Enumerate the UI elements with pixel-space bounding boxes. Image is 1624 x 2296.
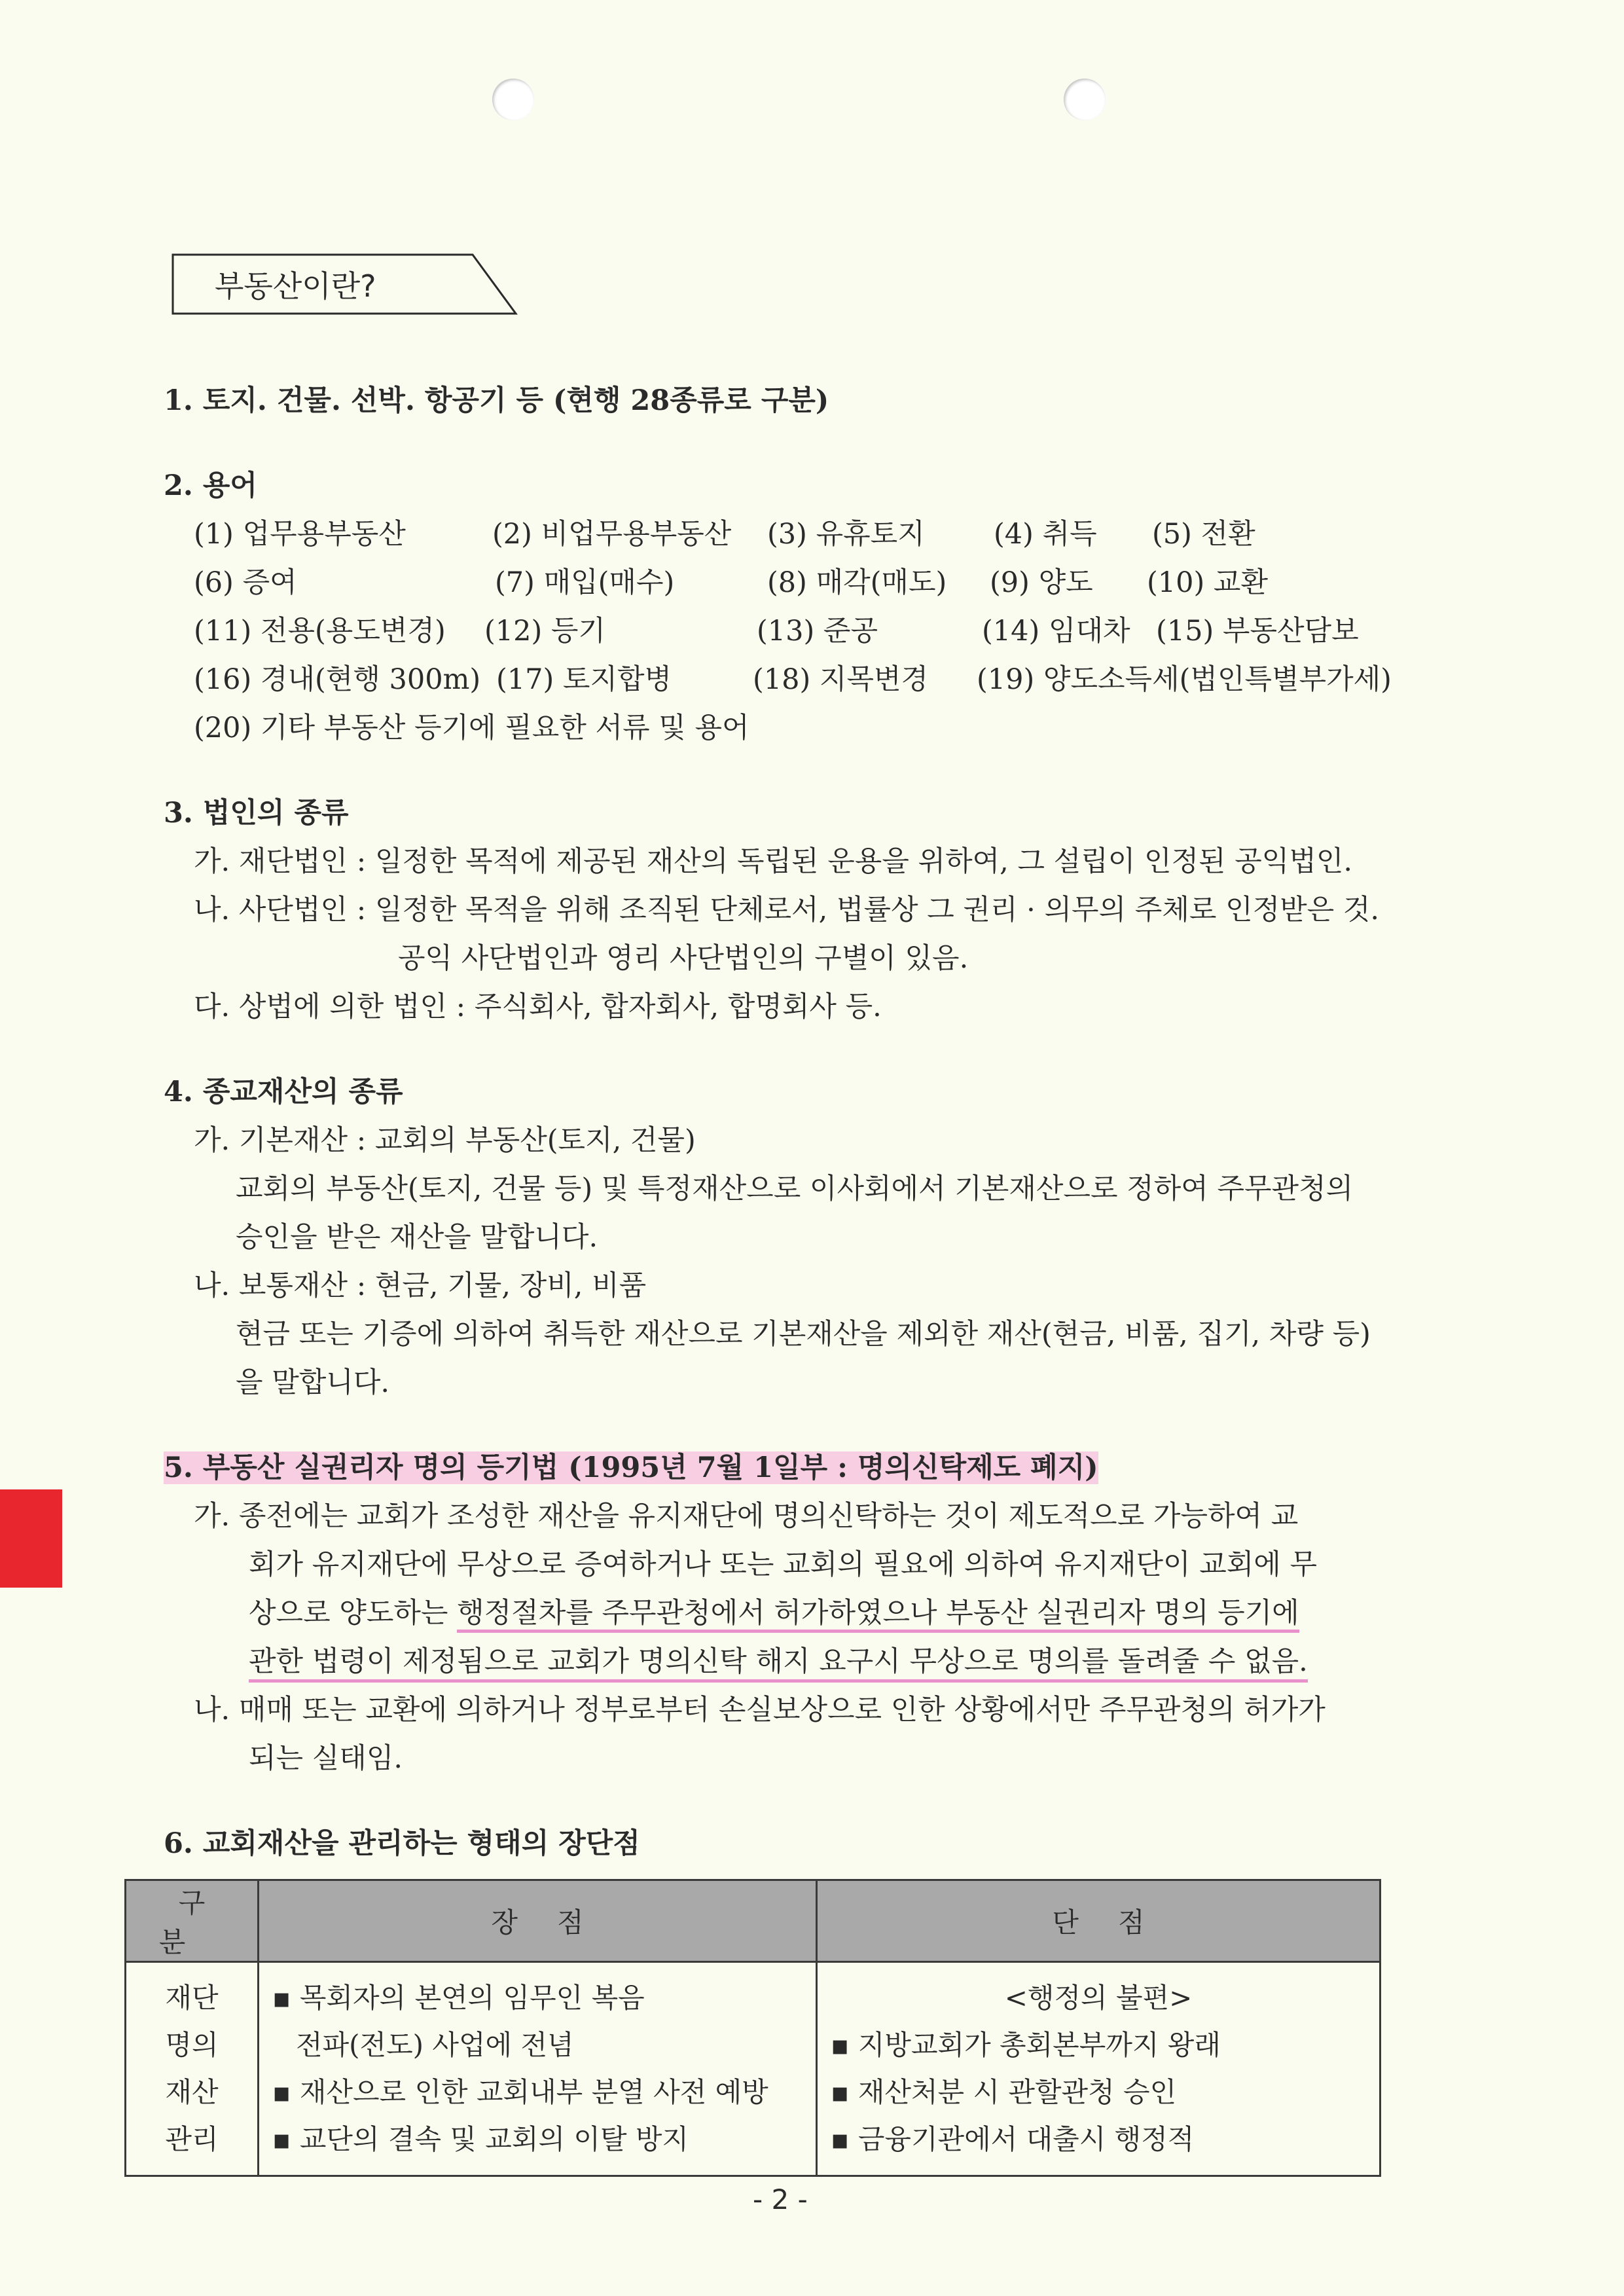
term-item: (18) 지목변경 (753, 663, 929, 696)
term-item: (2) 비업무용부동산 (492, 518, 732, 551)
term-item: (17) 토지합병 (496, 663, 672, 696)
term-item: (16) 경내(현행 300m) (194, 663, 481, 696)
term-item: (10) 교환 (1147, 566, 1269, 599)
disadvantage-item: ▪ 지방교회가 총회본부까지 왕래 (831, 2029, 1221, 2061)
paragraph-line: 공익 사단법인과 영리 사단법인의 구별이 있음. (398, 942, 969, 975)
paragraph-line: 나. 사단법인 : 일정한 목적을 위해 조직된 단체로서, 법률상 그 권리 · 의무의 주체로 인정받은 것. (194, 894, 1380, 926)
disadvantage-item: ▪ 재산처분 시 관할관청 승인 (831, 2076, 1177, 2108)
page-number: - 2 - (753, 2183, 808, 2215)
paragraph-line: 다. 상법에 의한 법인 : 주식회사, 합자회사, 합명회사 등. (194, 991, 882, 1023)
disadvantages-cell (817, 1962, 1380, 2176)
highlighted-heading: 5. 부동산 실권리자 명의 등기법 (1995년 7월 1일부 : 명의신탁제도 폐지) (164, 1451, 1098, 1484)
term-item: (12) 등기 (484, 615, 606, 647)
paragraph-text: 상으로 양도하는 (249, 1597, 458, 1630)
page-title: 부동산이란? (215, 268, 376, 304)
term-item: (1) 업무용부동산 (194, 518, 406, 551)
term-item: (4) 취득 (994, 518, 1097, 551)
paragraph-line (249, 1591, 1299, 1631)
paragraph-line: 을 말합니다. (236, 1366, 390, 1399)
category-line: 재산 (165, 2076, 219, 2108)
term-item: (5) 전환 (1152, 518, 1255, 551)
paragraph-line: 승인을 받은 재산을 말합니다. (236, 1221, 598, 1254)
term-item: (13) 준공 (757, 615, 878, 647)
term-item: (19) 양도소득세(법인특별부가세) (977, 663, 1392, 696)
category-line: 재단 (165, 1982, 219, 2014)
section-3-heading: 3. 법인의 종류 (164, 797, 349, 829)
term-item: (15) 부동산담보 (1156, 615, 1359, 647)
paragraph-line: 되는 실태임. (249, 1742, 403, 1775)
section-1-heading: 1. 토지. 건물. 선박. 항공기 등 (현행 28종류로 구분) (164, 384, 829, 417)
advantage-item: ▪ 재산으로 인한 교회내부 분열 사전 예방 (272, 2076, 768, 2108)
section-2-heading: 2. 용어 (164, 469, 257, 502)
advantages-cell (259, 1962, 817, 2176)
term-item: (14) 임대차 (982, 615, 1130, 647)
section-5-heading (164, 1446, 1098, 1485)
term-item: (7) 매입(매수) (495, 566, 675, 599)
pros-cons-table (124, 1879, 1381, 2177)
disadvantage-item: ▪ 금융기관에서 대출시 행정적 (831, 2123, 1195, 2155)
term-item: (6) 증여 (194, 566, 297, 599)
column-header-disadvantages: 단점 (817, 1880, 1380, 1962)
advantage-item: ▪ 목회자의 본연의 임무인 복음 (272, 1982, 645, 2014)
section-4-heading: 4. 종교재산의 종류 (164, 1076, 403, 1108)
advantage-item: 전파(전도) 사업에 전념 (296, 2029, 574, 2061)
title-box (171, 253, 518, 315)
column-header-advantages: 장점 (259, 1880, 817, 1962)
section-6-heading: 6. 교회재산을 관리하는 형태의 장단점 (164, 1827, 640, 1860)
underlined-paragraph-line: 관한 법령이 제정됨으로 교회가 명의신탁 해지 요구시 무상으로 명의를 돌려줄 수 없음. (249, 1639, 1308, 1683)
category-line: 명의 (165, 2029, 219, 2061)
paragraph-line: 가. 종전에는 교회가 조성한 재산을 유지재단에 명의신탁하는 것이 제도적으로 가능하여 교 (194, 1500, 1299, 1533)
paragraph-line: 교회의 부동산(토지, 건물 등) 및 특정재산으로 이사회에서 기본재산으로 정하여 주무관청의 (236, 1173, 1354, 1205)
paragraph-line: 회가 유지재단에 무상으로 증여하거나 또는 교회의 필요에 의하여 유지재단이 교회에 무 (249, 1548, 1318, 1581)
underlined-text: 행정절차를 주무관청에서 허가하였으나 부동산 실권리자 명의 등기에 (457, 1597, 1299, 1633)
paragraph-line: 나. 매매 또는 교환에 의하거나 정부로부터 손실보상으로 인한 상황에서만 주무관청의 허가가 (194, 1694, 1326, 1726)
table-row (126, 1962, 1380, 2176)
advantage-item: ▪ 교단의 결속 및 교회의 이탈 방지 (272, 2123, 689, 2155)
category-cell (126, 1962, 259, 2176)
term-item: (20) 기타 부동산 등기에 필요한 서류 및 용어 (194, 712, 749, 744)
term-item: (11) 전용(용도변경) (194, 615, 446, 647)
table-header-row (126, 1880, 1380, 1962)
column-header-category: 구분 (126, 1880, 259, 1962)
paragraph-line: 가. 기본재산 : 교회의 부동산(토지, 건물) (194, 1124, 696, 1157)
red-tab-marker (0, 1489, 62, 1588)
paragraph-line: 나. 보통재산 : 현금, 기물, 장비, 비품 (194, 1269, 647, 1302)
punch-hole-left (492, 79, 534, 120)
paragraph-line: 현금 또는 기증에 의하여 취득한 재산으로 기본재산을 제외한 재산(현금, 비품, 집기, 차량 등) (236, 1318, 1371, 1351)
paragraph-line: 가. 재단법인 : 일정한 목적에 제공된 재산의 독립된 운용을 위하여, 그 설립이 인정된 공익법인. (194, 845, 1353, 878)
category-line: 관리 (165, 2123, 219, 2155)
term-item: (8) 매각(매도) (767, 566, 947, 599)
disadvantage-subheading: <행정의 불편> (1004, 1982, 1193, 2014)
term-item: (9) 양도 (990, 566, 1093, 599)
punch-hole-right (1064, 79, 1106, 120)
term-item: (3) 유휴토지 (767, 518, 925, 551)
